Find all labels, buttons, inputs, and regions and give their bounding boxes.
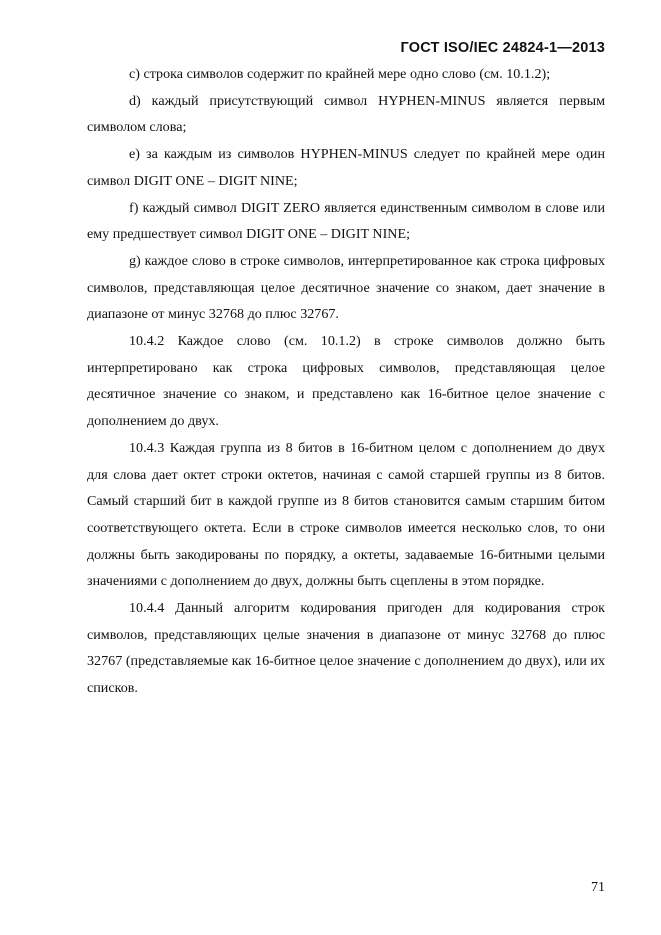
standard-header: ГОСТ ISO/IEC 24824-1—2013 <box>400 40 605 56</box>
list-item-e: e) за каждым из символов HYPHEN-MINUS следует по крайней мере один символ DIGIT ONE – DIGIT NINE; <box>87 146 605 189</box>
list-item-c: c) строка символов содержит по крайней мере одно слово (см. 10.1.2); <box>129 66 551 82</box>
clause-10-4-4: 10.4.4 Данный алгоритм кодирования пригоден для кодирования строк символов, представляющих целые значения в диапазоне от минус 32768 до плюс 32767 (представляемые как 16-битное целое значение с дополнением до двух), или их списков. <box>87 600 605 697</box>
document-body <box>87 61 605 702</box>
list-item-d: d) каждый присутствующий символ HYPHEN-MINUS является первым символом слова; <box>87 92 605 136</box>
list-item-g: g) каждое слово в строке символов, интерпретированное как строка цифровых символов, представляющая целое десятичное значение со знаком, дает значение в диапазоне от минус 32768 до плюс 32767. <box>87 252 605 323</box>
list-item-f: f) каждый символ DIGIT ZERO является единственным символом в слове или ему предшествует символ DIGIT ONE – DIGIT NINE; <box>87 199 605 243</box>
clause-10-4-2: 10.4.2 Каждое слово (см. 10.1.2) в строке символов должно быть интерпретировано как строка цифровых символов, представляющая целое десятичное значение со знаком, и представлено как 16-битное целое значение с дополнением до двух. <box>87 333 605 430</box>
page-number: 71 <box>591 880 605 895</box>
clause-10-4-3: 10.4.3 Каждая группа из 8 битов в 16-битном целом с дополнением до двух для слова дает октет строки октетов, начиная с самой старшей группы из 8 битов. Самый старший бит в каждой группе из 8 битов становится самым старшим битом соответствующего октета. Если в строке символов имеется несколько слов, то они должны быть закодированы по порядку, а октеты, задаваемые 16-битными целыми значениями с дополнением до двух, должны быть сцеплены в этом порядке. <box>87 439 605 590</box>
